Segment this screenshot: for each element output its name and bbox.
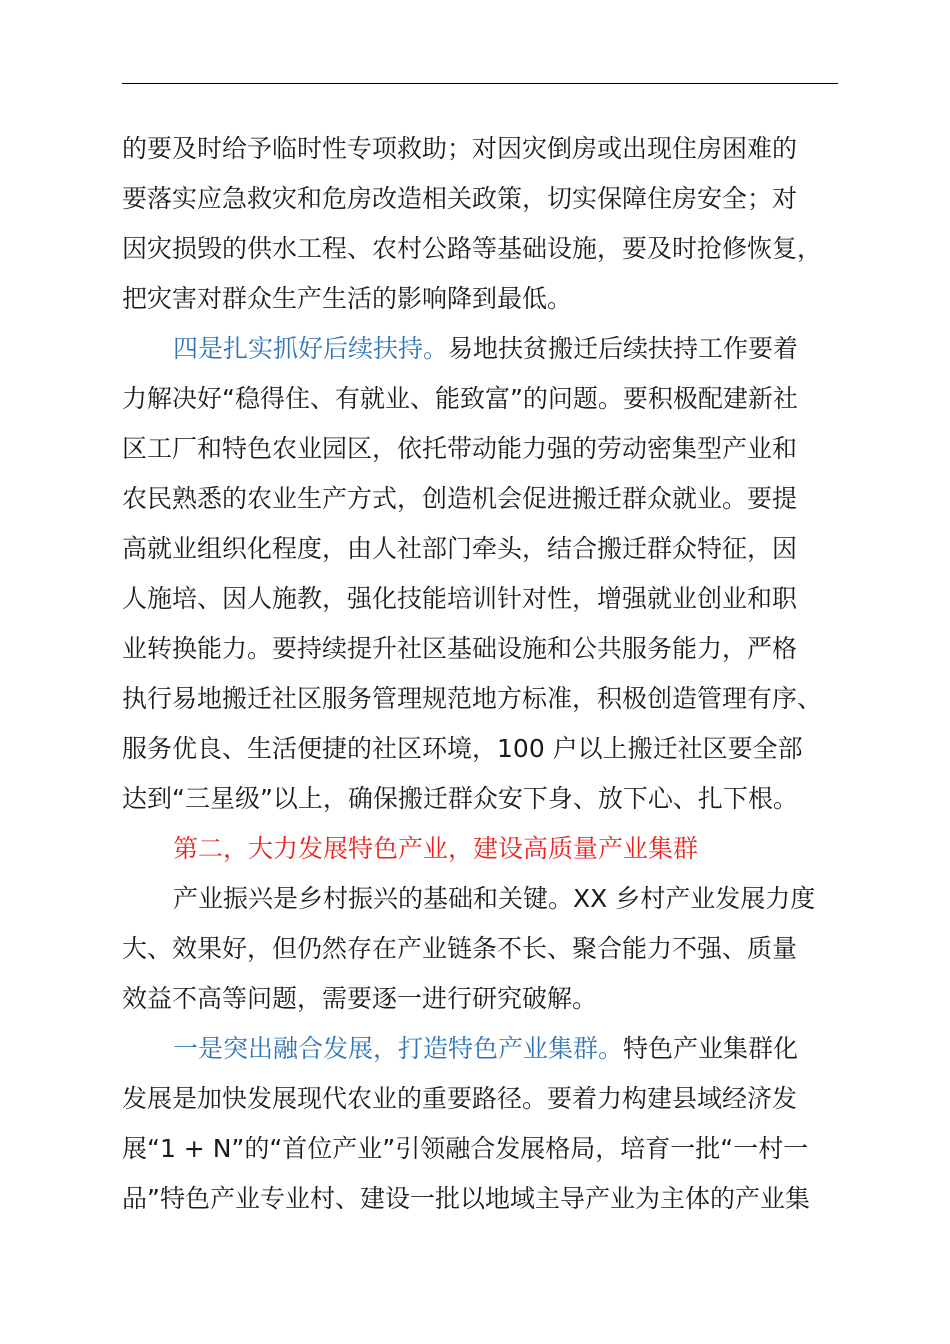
body-line: 高就业组织化程度，由人社部门牵头，结合搬迁群众特征，因	[122, 534, 798, 563]
body-line: 区工厂和特色农业园区，依托带动能力强的劳动密集型产业和	[122, 434, 798, 463]
paragraph-text: 易地扶贫搬迁后续扶持工作要着	[448, 334, 799, 363]
body-line: 把灾害对群众生产生活的影响降到最低。	[122, 284, 573, 313]
body-line: 服务优良、生活便捷的社区环境，100 户以上搬迁社区要全部	[122, 734, 803, 763]
paragraph-text: 特色产业集群化	[623, 1034, 799, 1063]
paragraph-first-line: 产业振兴是乡村振兴的基础和关键。XX 乡村产业发展力度	[173, 884, 816, 913]
body-line: 效益不高等问题，需要逐一进行研究破解。	[122, 984, 598, 1013]
body-line: 品”特色产业专业村、建设一批以地域主导产业为主体的产业集	[122, 1184, 810, 1213]
paragraph-first-line	[122, 1024, 838, 1074]
body-line: 展“1 + N”的“首位产业”引领融合发展格局，培育一批“一村一	[122, 1134, 809, 1163]
paragraph-lead: 一是突出融合发展，打造特色产业集群。	[173, 1034, 624, 1063]
body-line: 的要及时给予临时性专项救助；对因灾倒房或出现住房困难的	[122, 134, 798, 163]
body-line: 执行易地搬迁社区服务管理规范地方标准，积极创造管理有序、	[122, 684, 823, 713]
body-line: 要落实应急救灾和危房改造相关政策，切实保障住房安全；对	[122, 184, 798, 213]
body-line: 业转换能力。要持续提升社区基础设施和公共服务能力，严格	[122, 634, 798, 663]
page-body	[122, 124, 838, 1224]
paragraph-first-line	[122, 324, 838, 374]
body-line: 大、效果好，但仍然存在产业链条不长、聚合能力不强、质量	[122, 934, 798, 963]
paragraph-lead: 四是扎实抓好后续扶持。	[173, 334, 449, 363]
body-line: 农民熟悉的农业生产方式，创造机会促进搬迁群众就业。要提	[122, 484, 798, 513]
body-line: 力解决好“稳得住、有就业、能致富”的问题。要积极配建新社	[122, 384, 798, 413]
header-rule	[122, 83, 838, 84]
body-line: 因灾损毁的供水工程、农村公路等基础设施，要及时抢修恢复，	[122, 234, 823, 263]
body-line: 发展是加快发展现代农业的重要路径。要着力构建县域经济发	[122, 1084, 798, 1113]
body-line: 人施培、因人施教，强化技能培训针对性，增强就业创业和职	[122, 584, 798, 613]
body-line: 达到“三星级”以上，确保搬迁群众安下身、放下心、扎下根。	[122, 784, 798, 813]
section-heading: 第二，大力发展特色产业，建设高质量产业集群	[173, 834, 699, 863]
